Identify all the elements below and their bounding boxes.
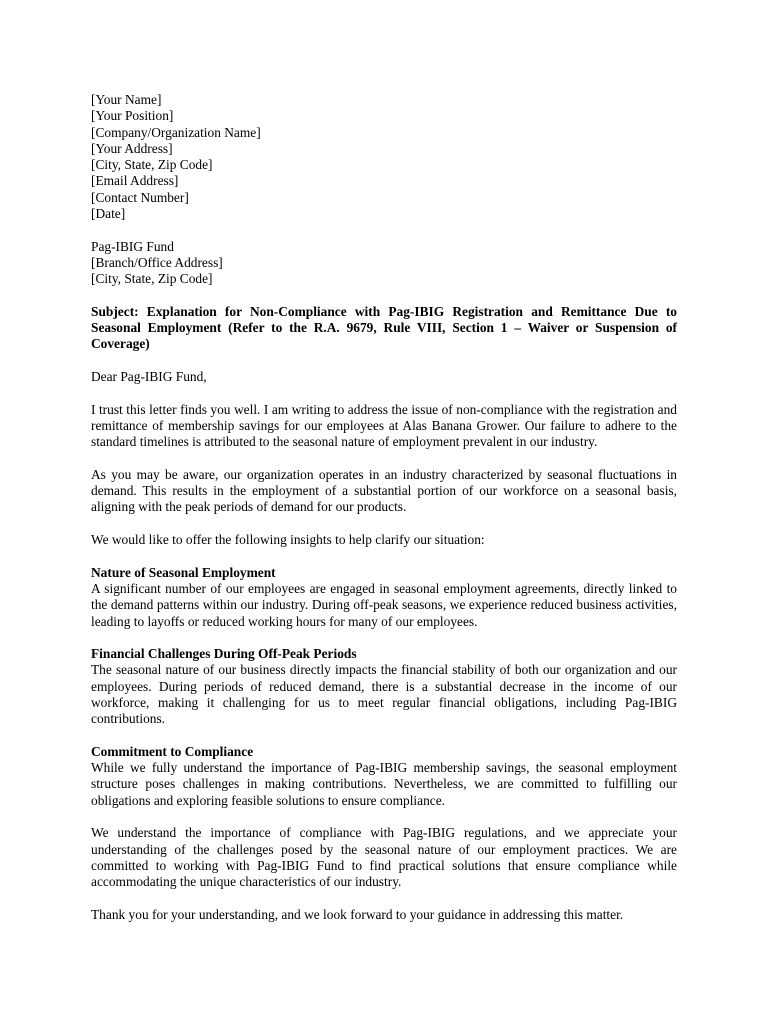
spacer (91, 385, 677, 401)
section-paragraph: The seasonal nature of our business directly impacts the financial stability of both our organization and our employees. During periods of reduced demand, there is a substantial decrease in the income of our workforce, making it challenging for us to meet regular financial obligations, including Pag-IBIG contributions. (91, 662, 677, 727)
letter-date: [Date] (91, 206, 126, 222)
spacer (91, 288, 677, 304)
recipient-block (91, 239, 677, 288)
sender-name: [Your Name] (91, 92, 162, 107)
section-paragraph: While we fully understand the importance of Pag-IBIG membership savings, the seasonal employment structure poses challenges in making contributions. Nevertheless, we are committed to fulfilling our obligations and exploring feasible solutions to ensure compliance. (91, 760, 677, 808)
recipient-city-state-zip: [City, State, Zip Code] (91, 271, 213, 287)
sender-email: [Email Address] (91, 173, 179, 189)
sender-block (91, 92, 677, 222)
spacer (91, 728, 677, 744)
section-heading: Commitment to Compliance (91, 743, 254, 759)
letter-content (91, 92, 677, 923)
spacer (91, 630, 677, 646)
sender-city-state-zip: [City, State, Zip Code] (91, 157, 213, 173)
spacer (91, 353, 677, 369)
closing-paragraph: Thank you for your understanding, and we look forward to your guidance in addressing this matter. (91, 906, 624, 922)
spacer (91, 451, 677, 467)
recipient-address: [Branch/Office Address] (91, 254, 223, 270)
section-paragraph: A significant number of our employees are engaged in seasonal employment agreements, directly linked to the demand patterns within our industry. During off-peak seasons, we experience reduced business activities, leading to layoffs or reduced working hours for many of our employees. (91, 580, 677, 629)
understanding-paragraph: We understand the importance of compliance with Pag-IBIG regulations, and we appreciate your understanding of the challenges posed by the seasonal nature of our employment practices. We are committed to working with Pag-IBIG Fund to find practical solutions that ensure compliance while accommodating the unique characteristics of our industry. (91, 825, 677, 890)
context-paragraph: As you may be aware, our organization operates in an industry characterized by seasonal fluctuations in demand. This results in the employment of a substantial portion of our workforce on a seasonal basis, aligning with the peak periods of demand for our products. (91, 466, 677, 515)
spacer (91, 891, 677, 907)
intro-paragraph: I trust this letter finds you well. I am writing to address the issue of non-compliance with the registration and remittance of membership savings for our employees at Alas Banana Grower. Our failure to adhere to the standard timelines is attributed to the seasonal nature of employment prevalent in our industry. (91, 401, 677, 450)
sender-address: [Your Address] (91, 140, 173, 156)
section-heading: Financial Challenges During Off-Peak Periods (91, 646, 357, 662)
recipient-name: Pag-IBIG Fund (91, 238, 174, 254)
spacer (91, 222, 677, 238)
sender-contact-number: [Contact Number] (91, 189, 189, 205)
spacer (91, 809, 677, 825)
sender-company: [Company/Organization Name] (91, 124, 261, 140)
spacer (91, 548, 677, 564)
section-heading: Nature of Seasonal Employment (91, 564, 276, 580)
salutation: Dear Pag-IBIG Fund, (91, 369, 207, 385)
subject-line: Subject: Explanation for Non-Compliance with Pag-IBIG Registration and Remittance Due to Seasonal Employment (Refer to the R.A. 9679, Rule VIII, Section 1 – Waiver or Suspension of Coverage) (91, 303, 677, 352)
sender-position: [Your Position] (91, 108, 174, 124)
insights-lead-paragraph: We would like to offer the following insights to help clarify our situation: (91, 532, 485, 548)
spacer (91, 516, 677, 532)
